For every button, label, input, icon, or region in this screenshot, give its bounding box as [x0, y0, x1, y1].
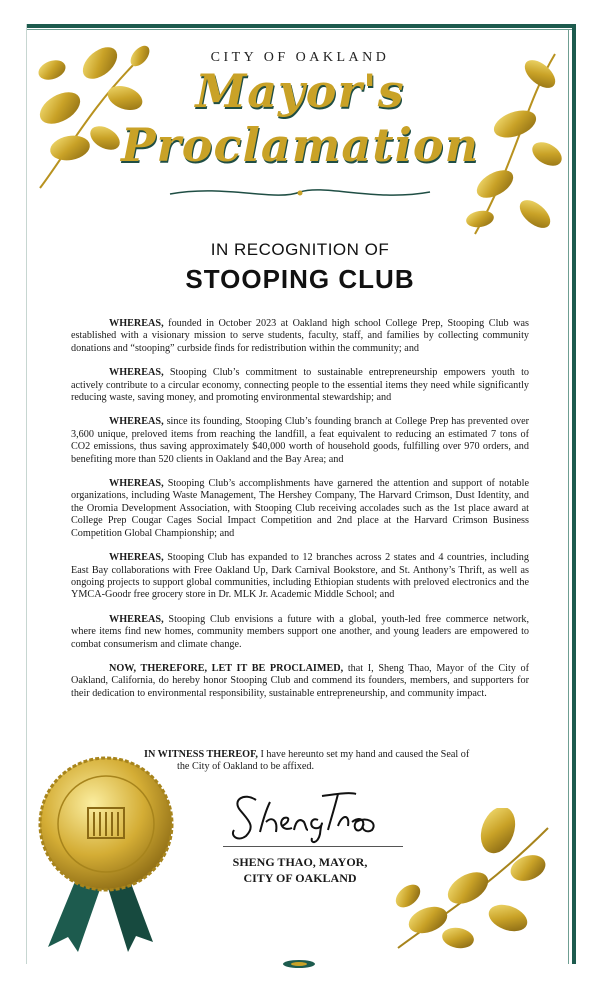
paragraph-text: Stooping Club’s accomplishments have garnered the attention and support of notable organizations, including Waste Management, The Hershey Company, The Harvard Crimson, Dust Identity, and the Oromia Development Association, with Stooping Club receiving accolades such as the 1st place award at College Prep Cougar Cages Social Impact Competition and 2nd place at the Harvard Crimson Business Competition Global Championship; and [71, 478, 529, 539]
paragraph-lead: WHEREAS, [109, 552, 164, 564]
paragraph-lead: WHEREAS, [109, 613, 164, 625]
paragraph-lead: WHEREAS, [109, 478, 164, 490]
paragraph-text: Stooping Club has expanded to 12 branches across 2 states and 4 countries, including East Bay collaborations with Free Oakland Up, Dark Carnival Bookstore, and St. Anthony’s Thrift, as well as ongoing projects to support global communities, including Ethiopian students with preloved electronics and the YMCA-Goodr free grocery store in Dr. MLK Jr. Academic Middle School; and [71, 552, 529, 601]
paragraph-text: Stooping Club’s commitment to sustainable entrepreneurship empowers youth to actively contribute to a circular economy, connecting people to the essential items they need while significantly reducing waste, saving money, and promoting environmental stewardship; and [71, 367, 529, 404]
paragraph-text: founded in October 2023 at Oakland high school College Prep, Stooping Club was established with a visionary mission to serve students, faculty, staff, and families by collecting community donations and “stooping” curbside finds for redistribution within the community; and [71, 318, 529, 354]
paragraph-lead: NOW, THEREFORE, LET IT BE PROCLAIMED, [109, 662, 344, 674]
city-header: CITY OF OAKLAND [210, 50, 390, 65]
mayor-signature [226, 786, 386, 848]
title-proclamation: Proclamation [120, 118, 480, 172]
whereas-paragraph-2 [71, 367, 529, 404]
paragraph-lead: WHEREAS, [109, 318, 164, 329]
signature-line [223, 846, 403, 847]
proclamation-body [71, 318, 529, 712]
whereas-paragraph-4 [71, 478, 529, 540]
title-mayors: Mayor's [195, 64, 405, 118]
witness-lead: IN WITNESS THEREOF, [144, 749, 258, 760]
paragraph-text: since its founding, Stooping Club’s founding branch at College Prep has prevented over 3,600 unique, preloved items from reaching the landfill, a feat equivalent to reducing an estimated 7 tons of CO2 emissions, thus saving approximately $40,000 worth of household goods, fulfilling over 970 orders, and benefiting more than 520 clients in Oakland and the Bay Area; and [71, 416, 529, 465]
border-top [26, 24, 574, 28]
border-top-inner [26, 29, 574, 30]
witness-statement [144, 749, 474, 774]
flourish-divider-icon [165, 184, 435, 204]
mayor-name: SHENG THAO, MAYOR, [232, 855, 368, 869]
whereas-paragraph-6 [71, 614, 529, 651]
mayor-name-block [200, 854, 400, 886]
whereas-paragraph-5 [71, 552, 529, 602]
paragraph-text: that I, Sheng Thao, Mayor of the City of Oakland, California, do hereby honor Stooping Club and commend its founders, members, and supporters for their dedication to environmental responsibility, sustainable entrepreneurship, and community impact. [71, 662, 529, 699]
city-seal-icon [28, 752, 188, 952]
paragraph-lead: WHEREAS, [109, 416, 164, 428]
whereas-paragraph-3 [71, 416, 529, 466]
honoree-name: STOOPING CLUB [185, 264, 415, 294]
paragraph-lead: WHEREAS, [109, 367, 164, 379]
recognition-label: IN RECOGNITION OF [210, 240, 390, 259]
witness-text: I have hereunto set my hand and caused the Seal of [257, 749, 470, 760]
bottom-ornament-icon [281, 959, 317, 969]
mayor-city: CITY OF OAKLAND [243, 871, 357, 885]
paragraph-text: Stooping Club envisions a future with a global, youth-led free commerce network, where items find new homes, community members support one another, and young leaders are empowered to combat consumerism and climate change. [71, 613, 529, 650]
gold-leaves-bottom-right-icon [388, 808, 558, 958]
whereas-paragraph-1 [71, 318, 529, 355]
witness-text-line2: the City of Oakland to be affixed. [177, 761, 315, 773]
proclaimed-paragraph [71, 663, 529, 700]
